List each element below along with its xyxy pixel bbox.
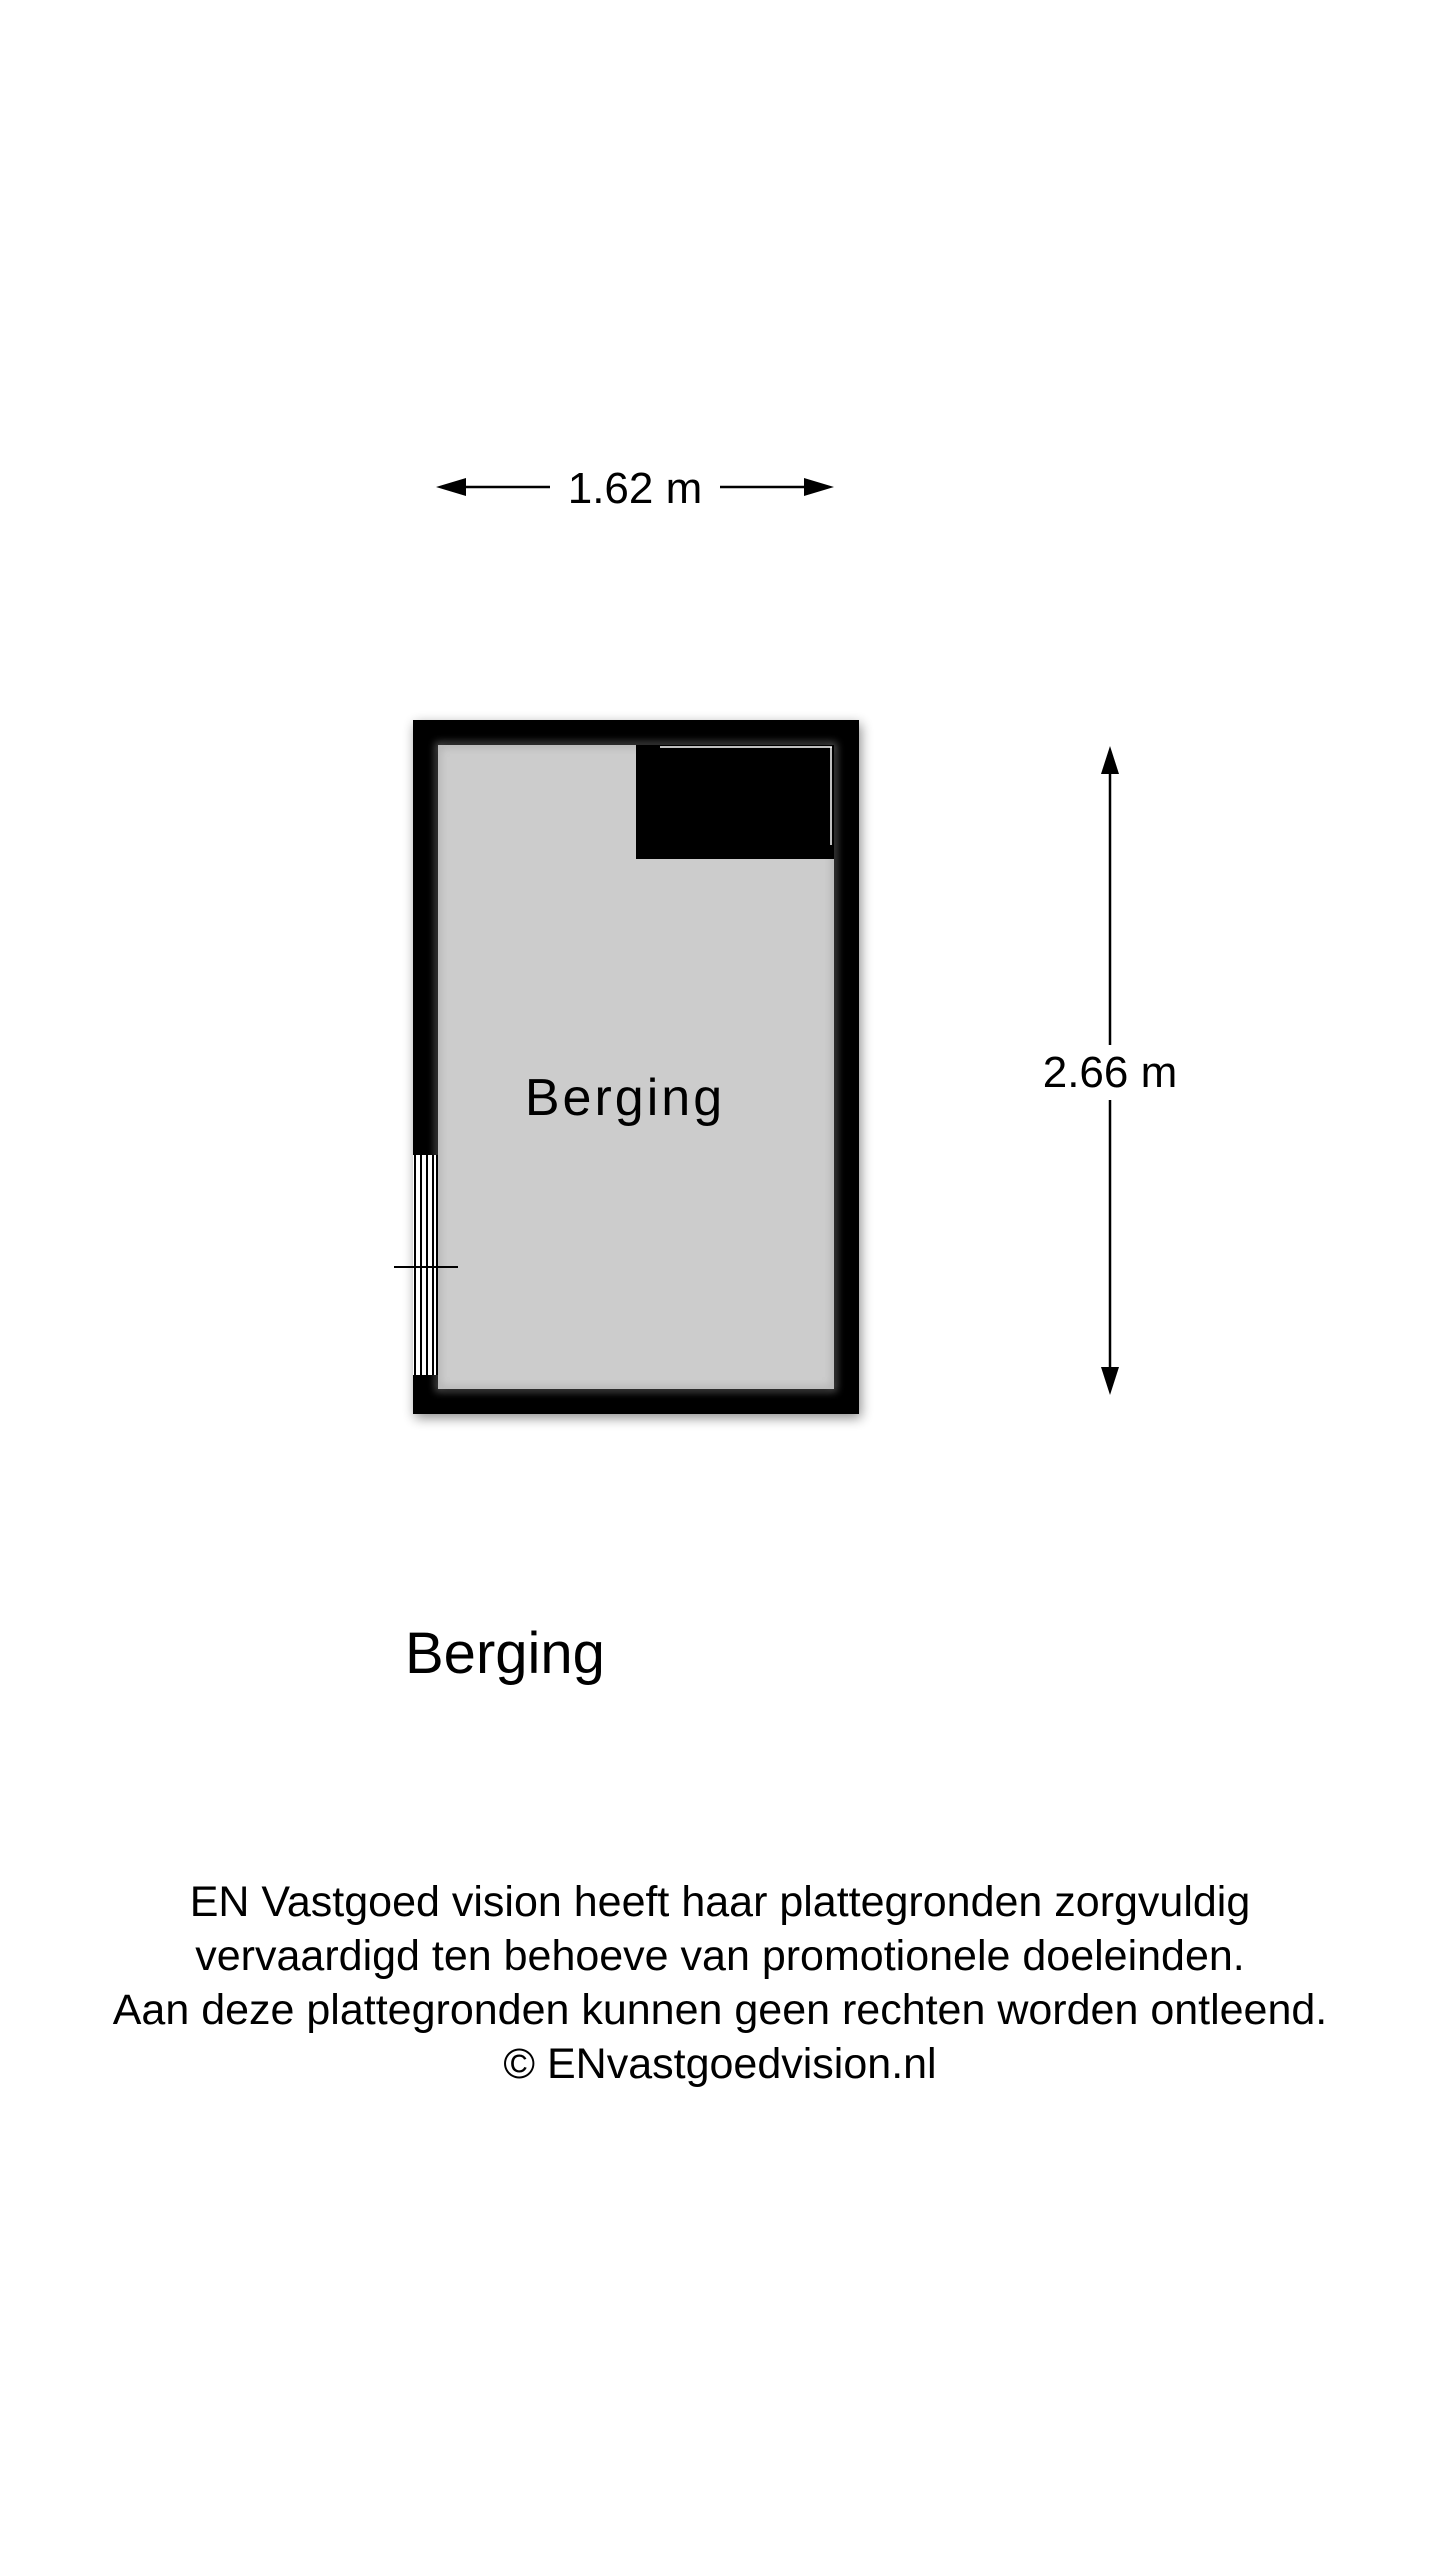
height-arrow-down-icon: [1101, 1367, 1119, 1395]
width-dimension-label: 1.62 m: [567, 464, 703, 513]
disclaimer-line-3: Aan deze plattegronden kunnen geen rechten worden ontleend.: [112, 1986, 1328, 2034]
height-arrow-up-icon: [1101, 746, 1119, 774]
height-dimension-label: 2.66 m: [1042, 1048, 1178, 1097]
width-arrow-left-icon: [436, 478, 466, 496]
room-label: Berging: [524, 1069, 726, 1127]
corner-cabinet: [636, 745, 834, 859]
disclaimer-line-1: EN Vastgoed vision heeft haar plattegronden zorgvuldig: [189, 1878, 1251, 1926]
width-dimension: [436, 464, 834, 513]
disclaimer-line-2: vervaardigd ten behoeve van promotionele doeleinden.: [195, 1932, 1245, 1980]
room-berging: [394, 720, 859, 1414]
floor-caption: Berging: [405, 1621, 605, 1686]
window-frame: [413, 1155, 438, 1375]
height-dimension: [1043, 746, 1178, 1395]
width-arrow-right-icon: [804, 478, 834, 496]
disclaimer: [0, 1875, 1440, 2091]
disclaimer-line-4: © ENvastgoedvision.nl: [503, 2040, 937, 2088]
